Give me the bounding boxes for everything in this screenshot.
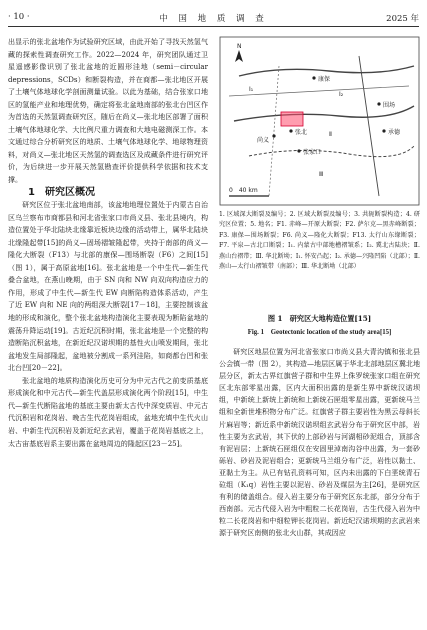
map-svg [219, 36, 420, 206]
stratigraphy-paragraph: 研究区地层位置为河北省张家口市尚义县大青沟镇和张北县公会镇一带（图 2），其构造—地层区属于华北北部地层区冀北地层分区，新太古界红旗营子群和中生界上侏罗统张家口组在研究区北东部零星出露，区内大面积出露的是新生界中新统汉诺坝组，中新统上新统上新统和上新统石匣组零星出露，更新统马兰组和全新世堆积物分布广泛。红旗营子群主要岩性为黑云母斜长片麻岩等；新近系中新统汉诺坝组玄武岩分布于研究区中部，岩性主要为玄武岩，其下伏的上部砂岩与河湖相砂泥组合，顶部含有泥岩层；上新统石匣组仅在安固里淖南沟谷中出露，为一套砂砾岩、砂岩及泥岩组合；更新统马兰组分布广泛，岩性以黏土、亚黏土为主。从已有钻孔资料可知，区内未出露的下白垩统青石砬组（K₁q）岩性主要以泥岩、砂岩及煤层为主[26]，是研究区有利的储盖组合。侵入岩主要分布于研究区东北部，部分分布于西南部。元古代侵入岩为中粗粒二长花岗岩，古生代侵入岩为中粒二长花岗岩和中细粒钾长花岗岩。新近纪汉诺坝期的玄武岩来源于研究区南侧的张北火山群，其成因应 [219, 347, 420, 538]
journal-title: 中 国 地 质 调 查 [159, 14, 268, 24]
page-number: · 10 · [8, 12, 30, 22]
figure-caption-zh: 图 1 研究区大地构造位置[15] [267, 314, 372, 323]
figure-caption-en: Fig. 1 Geotectonic location of the study area[15] [247, 329, 392, 336]
city-kangbao: 康保 [318, 76, 331, 83]
city-zhangjiakou: 张家口 [303, 149, 322, 156]
left-column [8, 36, 208, 450]
city-weichang: 围场 [383, 102, 396, 109]
city-shangyi: 尚义 [257, 137, 270, 144]
study-area-box [281, 112, 303, 126]
scale-label: 0 40 km [229, 187, 258, 194]
overview-paragraph-2: 张北盆地的地质构造演化历史可分为中元古代之前变质基底形成演化和中元古代—新生代盖层形成演化两个阶段[15]，中生代—新生代断陷盆地的基底主要由新太古代中深变质岩、中元古代沉积岩和花岗岩、晚古生代花岗岩组成，盆地充填中生代火山岩、中新生代沉积岩及新近纪玄武岩，覆盖于花岗岩基底之上，太古宙基底岩系主要出露在盆地周边的隆起区[23－25]。 [8, 375, 208, 448]
region-label-1: Ⅰ₁ [249, 86, 254, 93]
map-frame [220, 37, 419, 205]
overview-paragraph-1: 研究区位于张北盆地南部，该盆地地理位置处于内蒙古自治区乌兰察布市商都县和河北省张家口市尚义县、张北县境内，构造位置处于华北陆块北缘靠近板块边缘的活动带上，属华北陆块北缘隆起带[15]的尚义—固场褶皱隆起带，夹持于南部的尚义—隆化大断裂（F13）与北部的康保—围场断裂（F6）之间[15]（图 1），属于高原盆地[16]。张北盆地是一个中生代—新生代叠合盆地，在燕山晚期，由于 SN 向和 NW 向双向构造应力的作用，形成了中生代—新生代 EW 向断陷构造体系活动，产生了近 EW 向和 NE 向的两组深大断裂[17－18]，主要控制该盆地的形成和演化，整个张北盆地构造演化主要表现为断陷盆地的震荡升降运动[19]。古近纪沉积时期，张北盆地是一个完整的构造断陷沉积盆地，在新近纪汉诺坝期的基性火山喷发期间，张北盆地发生局部隆起，盆地被分割成一系列洼陷，如商都台凹和张北台凹[20－22]。 [8, 200, 208, 373]
intro-paragraph: 出显示的张北盆地作为试验研究区域，由此开始了寻找天然氢气藏的探索性调查研究工作。2022—2024 年，研究团队通过卫星遥感影像识别了张北盆地的近圆形洼地（semi－circular depressions，SCDs）和断裂构造，并在商都—张北地区开展了土壤气体地球化学剖面测量试验。以此为基础，结合张家口地区的氢能产业和地理优势，确定将张北盆地南部的张北台凹区作为首选的天然氢调查研究区，随后在尚义—张北地区部署了面积土壤气体地球化学、大比例尺重力调查和大地电磁测深工作。本文通过综合分析研究区的地质、土壤气体地球化学、地球物理资料，对尚义—张北地区天然氢的调查选区及成藏条件进行研究评价，为后续进一步开展天然氢勘查评价提供科学依据和技术支撑。 [8, 37, 208, 185]
geotectonic-map [219, 36, 420, 206]
issue-year: 2025 年 [386, 14, 419, 24]
figure-legend: 1. 区域深大断裂及编号；2. 区域大断裂及编号；3. 共轭断裂构造；4. 研究区位置；5. 地名；F1. 赤峰—开原大断裂；F2. 萨尔克—黑赤峰断裂；F3. 康保—围场断裂；F6. 尚义—隆化大断裂；F13. 太行山东缘断裂；F7. 平泉—古北口断裂；Ⅰ₁. 内蒙古中部地槽褶皱系；Ⅰ₂. 冀北古陆块；Ⅱ. 燕山台褶带；Ⅲ. 华北断坳；Ⅰ₁. 怀安凸起；Ⅰ₂. 承德—兴隆凹陷（北部）；Ⅱ. 燕山—太行山褶皱带（南部）；Ⅲ. 华北断坳（北部） [219, 211, 420, 271]
city-zhangbei: 张北 [295, 129, 308, 136]
north-label: N [237, 43, 242, 50]
page-header [8, 10, 419, 27]
right-column [219, 346, 420, 540]
region-label-4: Ⅲ [319, 171, 324, 178]
city-chengde: 承德 [388, 129, 401, 136]
region-label-2: Ⅰ₂ [339, 91, 344, 98]
region-label-3: Ⅱ [329, 131, 332, 138]
section-title: 1 研究区概况 [28, 186, 95, 198]
